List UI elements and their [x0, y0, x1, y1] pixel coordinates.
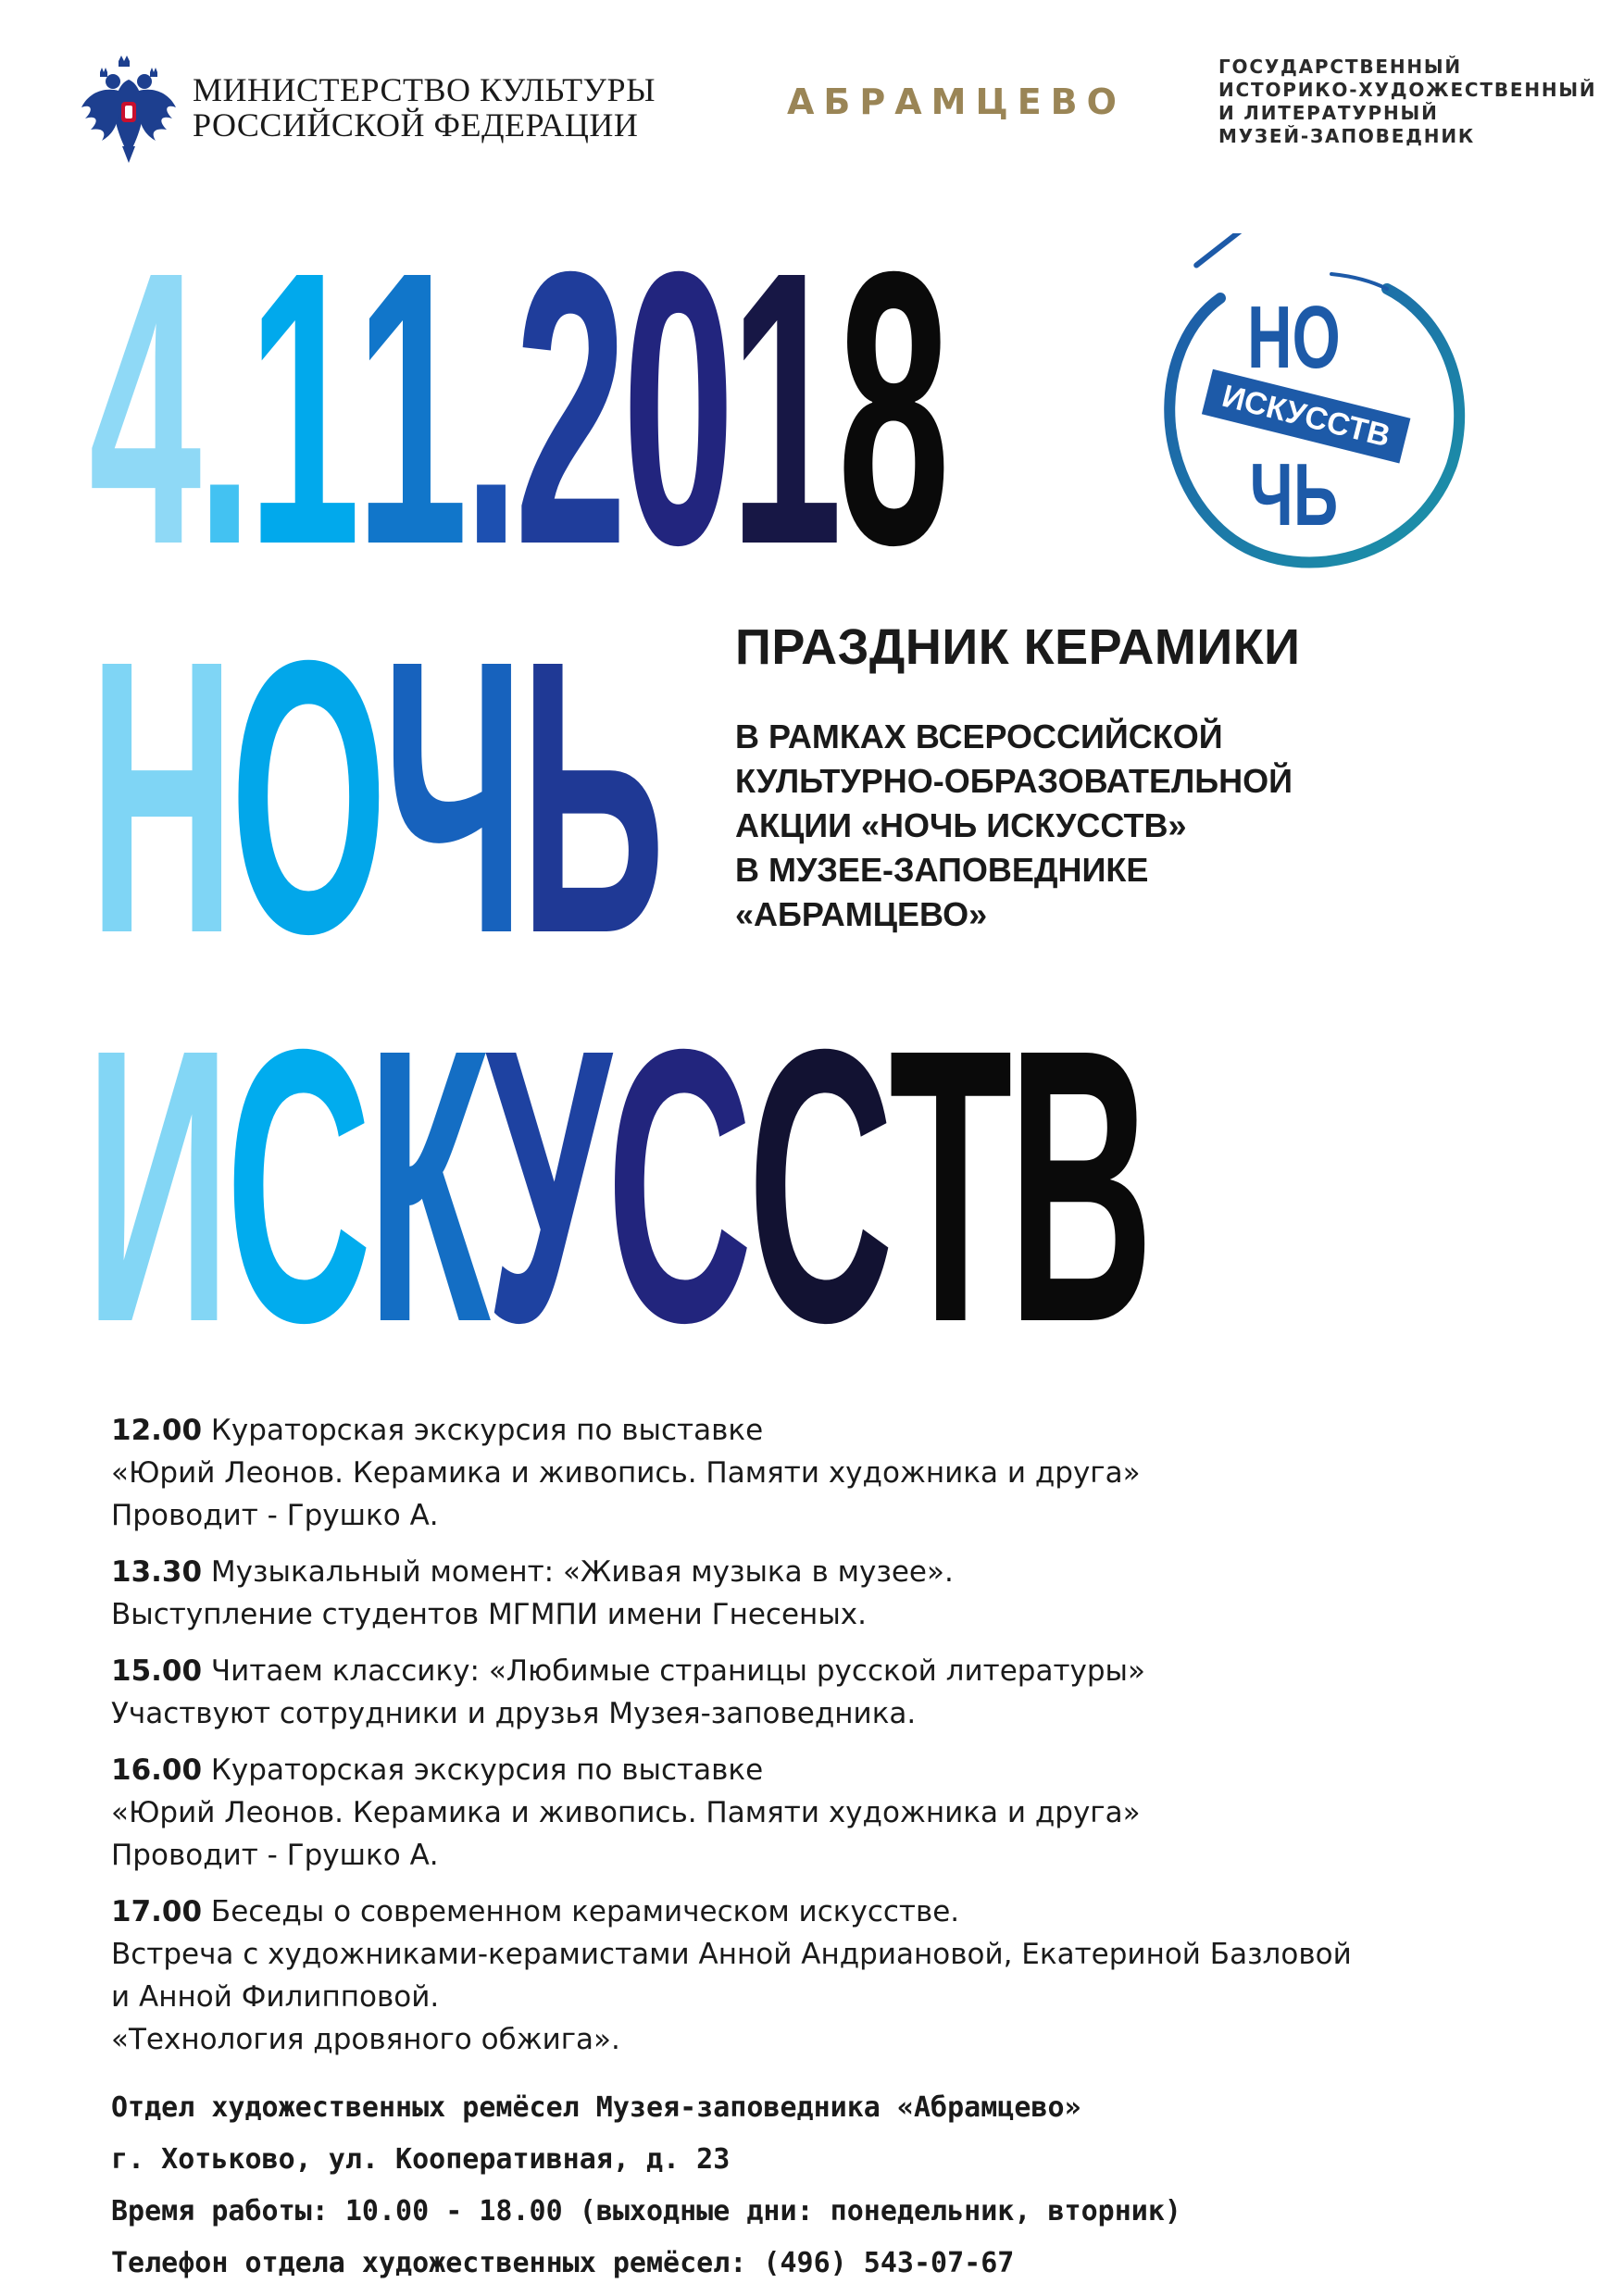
footer-phone: Телефон отдела художественных ремёсел: (496) 543-07-67 [111, 2247, 1015, 2279]
footer-address: г. Хотьково, ул. Кооперативная, д. 23 [111, 2143, 731, 2176]
event-schedule [111, 1409, 1555, 2075]
event-detail: Проводит - Грушко А. [111, 1499, 439, 1532]
paint-brush-icon [1191, 233, 1300, 271]
headline-char: У [485, 969, 607, 1404]
event-detail: Встреча с художниками-керамистами Анной Андриановой, Екатериной Базловой [111, 1938, 1352, 1971]
ministry-line-1: МИНИСТЕРСТВО КУЛЬТУРЫ [193, 71, 656, 108]
headline-arts-text [85, 969, 1149, 1404]
event-detail: «Юрий Леонов. Керамика и живопись. Памяти художника и друга» [111, 1796, 1141, 1829]
headline-night-text [89, 580, 661, 1015]
ministry-line-2: РОССИЙСКОЙ ФЕДЕРАЦИИ [193, 106, 639, 144]
headline-char: . [196, 192, 248, 626]
night-of-arts-logo [1137, 233, 1470, 594]
headline-char: 8 [837, 192, 945, 626]
headline-char: С [606, 969, 748, 1404]
schedule-item [111, 1650, 1555, 1735]
event-time: 13.30 [111, 1555, 203, 1589]
intro-line: АКЦИИ «НОЧЬ ИСКУССТВ» [735, 806, 1187, 844]
headline-char: 2 [514, 192, 623, 626]
event-detail: «Технология дровяного обжига». [111, 2023, 620, 2056]
intro-line: В МУЗЕЕ-ЗАПОВЕДНИКЕ [735, 851, 1149, 889]
headline-char: С [225, 969, 368, 1404]
headline-char: И [85, 969, 226, 1404]
museum-name [1218, 56, 1596, 148]
intro-line: В РАМКАХ ВСЕРОССИЙСКОЙ [735, 718, 1223, 755]
footer-hours: Время работы: 10.00 - 18.00 (выходные дни: понедельник, вторник) [111, 2195, 1181, 2227]
event-title: Читаем классику: «Любимые страницы русской литературы» [210, 1654, 1145, 1688]
museum-line-3: И ЛИТЕРАТУРНЫЙ [1218, 102, 1439, 124]
event-time: 16.00 [111, 1753, 203, 1787]
museum-line-1: ГОСУДАРСТВЕННЫЙ [1218, 56, 1462, 78]
event-detail: и Анной Филипповой. [111, 1980, 440, 2014]
headline-arts [85, 969, 1149, 1404]
headline-char: 1 [730, 192, 838, 626]
headline-date-text [89, 192, 945, 626]
headline-char: Ч [382, 580, 520, 1015]
abramtsevo-logo-text: АБРАМЦЕВО [787, 81, 1126, 122]
headline-char: 0 [622, 192, 731, 626]
event-title: Беседы о современном керамическом искусстве. [210, 1895, 960, 1928]
logo-top-letters: НО [1246, 287, 1341, 387]
event-detail: Участвуют сотрудники и друзья Музея-заповедника. [111, 1697, 917, 1730]
headline-date [89, 192, 945, 626]
schedule-item [111, 1749, 1555, 1877]
event-detail: «Юрий Леонов. Керамика и живопись. Памяти художника и друга» [111, 1456, 1141, 1490]
logo-bottom-letters: ЧЬ [1249, 444, 1339, 544]
headline-char: 1 [356, 192, 464, 626]
schedule-item [111, 1890, 1555, 2061]
headline-char: Ь [519, 580, 661, 1015]
ministry-name [193, 72, 656, 143]
event-title: Музыкальный момент: «Живая музыка в музее». [210, 1555, 954, 1589]
schedule-item [111, 1551, 1555, 1636]
intro-title: ПРАЗДНИК КЕРАМИКИ [735, 619, 1301, 675]
headline-char: Н [89, 580, 231, 1015]
event-detail: Проводит - Грушко А. [111, 1839, 439, 1872]
headline-night [89, 580, 661, 1015]
headline-char: К [367, 969, 486, 1404]
headline-char: В [1007, 969, 1149, 1404]
museum-line-4: МУЗЕЙ-ЗАПОВЕДНИК [1218, 125, 1476, 147]
event-time: 17.00 [111, 1895, 203, 1928]
event-title: Кураторская экскурсия по выставке [210, 1414, 764, 1447]
intro-line: «АБРАМЦЕВО» [735, 895, 988, 933]
footer-department: Отдел художественных ремёсел Музея-заповедника «Абрамцево» [111, 2091, 1081, 2124]
headline-char: . [463, 192, 515, 626]
headline-char: О [230, 580, 383, 1015]
headline-char: С [747, 969, 890, 1404]
intro-description [735, 715, 1293, 937]
headline-char: 1 [247, 192, 356, 626]
logo-band-text: ИСКУССТВ [1218, 378, 1394, 455]
event-title: Кураторская экскурсия по выставке [210, 1753, 764, 1787]
headline-char: 4 [89, 192, 197, 626]
schedule-item [111, 1409, 1555, 1537]
event-detail: Выступление студентов МГМПИ имени Гнесеных. [111, 1598, 867, 1631]
intro-line: КУЛЬТУРНО-ОБРАЗОВАТЕЛЬНОЙ [735, 762, 1293, 800]
museum-line-2: ИСТОРИКО-ХУДОЖЕСТВЕННЫЙ [1218, 79, 1597, 101]
event-time: 15.00 [111, 1654, 203, 1688]
contact-info [111, 2082, 1181, 2290]
russian-coat-of-arms-icon [78, 54, 180, 163]
event-time: 12.00 [111, 1414, 203, 1447]
headline-char: Т [889, 969, 1008, 1404]
